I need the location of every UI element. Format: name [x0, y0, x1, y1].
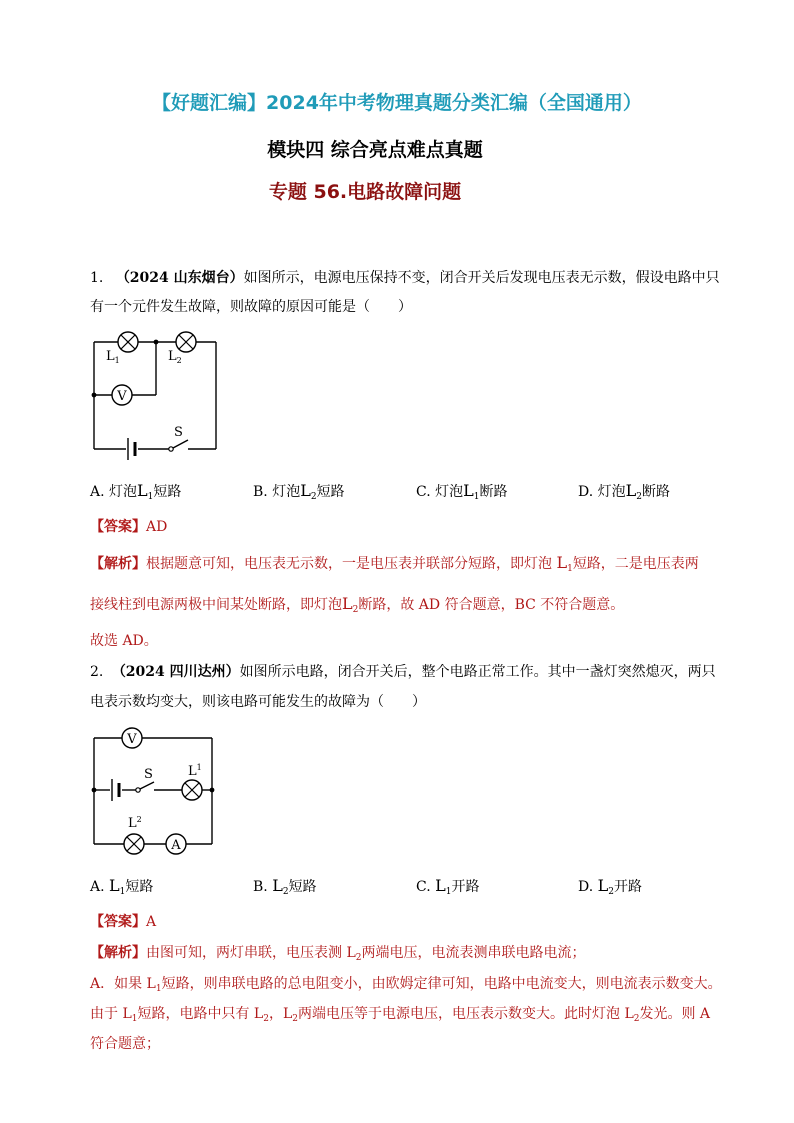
- q2-option-b[interactable]: B. $L_2$短路: [253, 876, 317, 897]
- ammeter-icon: [166, 834, 186, 854]
- svg-text:L2: [168, 349, 182, 365]
- lamp-l1-icon: [118, 332, 138, 352]
- q1-option-b[interactable]: B. 灯泡$L_2$短路: [253, 481, 345, 502]
- q2-option-c[interactable]: C. $L_1$开路: [416, 876, 480, 897]
- svg-text:L1: [106, 349, 120, 365]
- module-heading: 模块四 综合亮点难点真题: [267, 139, 483, 161]
- topic-heading: 专题 56.电路故障问题: [268, 181, 462, 203]
- l1-label: L: [188, 764, 197, 779]
- switch-label: S: [144, 767, 153, 782]
- q1-circuit-diagram: [82, 320, 232, 460]
- svg-text:L2: [128, 815, 142, 831]
- q2-answer: 【答案】A: [90, 914, 157, 930]
- l2-label-sub: 2: [176, 356, 182, 365]
- document-title: 【好题汇编】2024年中考物理真题分类汇编（全国通用）: [152, 92, 642, 114]
- q1-option-a[interactable]: A. 灯泡$L_1$短路: [90, 481, 182, 502]
- q1-line2: 有一个元件发生故障，则故障的原因可能是（ ）: [90, 299, 412, 315]
- l2-label: L: [168, 349, 177, 364]
- q2-analysis-line3: 由于 $L_1$短路，电路中只有 $L_2$，$L_2$两端电压等于电源电压，电压表示数变大。此时灯泡 $L_2$发光。则 A: [90, 1006, 711, 1024]
- q1-stem-1: 如图所示，电源电压保持不变，闭合开关后发现电压表无示数，假设电路中只: [243, 270, 720, 286]
- ammeter-label: A: [171, 838, 181, 853]
- lamp-l2-icon: [176, 332, 196, 352]
- q1-conclusion: 故选 AD。: [90, 633, 158, 649]
- q2-line1: [90, 662, 716, 682]
- switch-label: S: [174, 425, 183, 440]
- l1-label-sub: 1: [196, 763, 202, 772]
- voltmeter-icon: [112, 385, 132, 405]
- q2-option-d[interactable]: D. $L_2$开路: [578, 876, 642, 897]
- l2-label: L: [128, 816, 137, 831]
- q2-analysis-line4: 符合题意；: [90, 1036, 160, 1052]
- q1-option-c[interactable]: C. 灯泡$L_1$断路: [416, 481, 508, 502]
- q1-answer: 【答案】AD: [90, 519, 168, 535]
- q1-number: 1.: [90, 270, 104, 286]
- q1-analysis-line2: 接线柱到电源两极中间某处断路，即灯泡$L_2$断路，故 AD 符合题意，BC 不符合题意。: [90, 594, 625, 615]
- lamp-l2-icon: [124, 834, 144, 854]
- q2-analysis-line2: A．如果 $L_1$短路，则串联电路的总电阻变小，由欧姆定律可知，电路中电流变大，则电流表示数变大。: [90, 976, 722, 994]
- q2-stem-1: 如图所示电路，闭合开关后，整个电路正常工作。其中一盏灯突然熄灭，两只: [239, 664, 716, 680]
- q2-circuit-diagram: [82, 720, 222, 860]
- q2-option-a[interactable]: A. $L_1$短路: [90, 876, 154, 897]
- svg-text:L1: [188, 763, 202, 779]
- q2-line2: 电表示数均变大，则该电路可能发生的故障为（ ）: [90, 694, 426, 710]
- q1-option-d[interactable]: D. 灯泡$L_2$断路: [578, 481, 670, 502]
- l1-label-sub: 1: [114, 356, 120, 365]
- voltmeter-label: V: [117, 389, 127, 404]
- l2-label-sub: 2: [136, 815, 142, 824]
- q2-source: （2024 四川达州）: [111, 664, 240, 680]
- lamp-l1-icon: [182, 780, 202, 800]
- voltmeter-label: V: [127, 732, 137, 747]
- voltmeter-icon: [122, 728, 142, 748]
- q2-number: 2.: [90, 664, 104, 680]
- q1-analysis-line1: 【解析】根据题意可知，电压表无示数，一是电压表并联部分短路，即灯泡 $L_1$短路，二是电压表两: [90, 553, 699, 574]
- l1-label: L: [106, 349, 115, 364]
- q2-analysis-line1: 【解析】由图可知，两灯串联，电压表测 $L_2$两端电压，电流表测串联电路电流；: [90, 945, 586, 963]
- q1-source: （2024 山东烟台）: [115, 270, 244, 286]
- q1-line1: [90, 268, 720, 288]
